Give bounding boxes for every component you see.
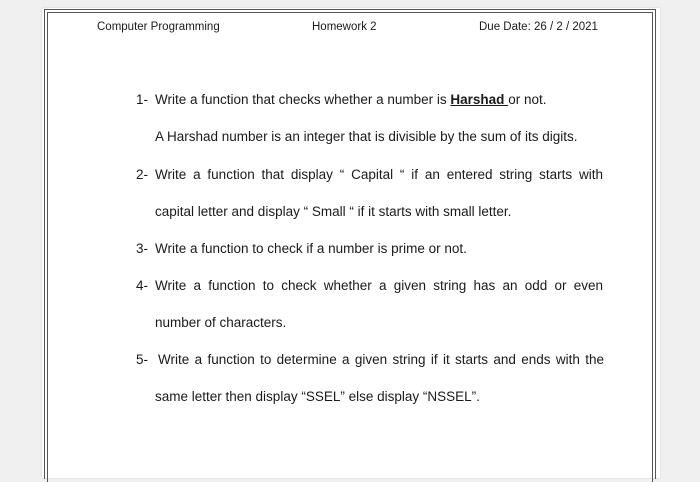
question-text: same letter then display “SSEL” else display “NSSEL”. xyxy=(155,389,480,404)
question-text: Write a function to check whether a given string has an odd or even xyxy=(155,278,603,293)
question-number: 5- xyxy=(136,352,149,367)
header-due-date: Due Date: 26 / 2 / 2021 xyxy=(479,21,598,33)
question-text: Write a function that display “ Capital “ if an entered string starts with xyxy=(155,167,603,182)
question-text: A Harshad number is an integer that is divisible by the sum of its digits. xyxy=(155,129,578,144)
question-text: capital letter and display “ Small “ if it starts with small letter. xyxy=(155,204,512,219)
question-text-part: or not. xyxy=(508,92,547,107)
question-number: 2- xyxy=(136,167,149,182)
harshad-term: Harshad xyxy=(450,92,509,107)
question-text xyxy=(155,93,546,107)
question-number: 4- xyxy=(136,278,149,293)
header-course: Computer Programming xyxy=(97,21,220,33)
question-text-part: Write a function that checks whether a number is xyxy=(155,92,451,107)
question-number: 1- xyxy=(136,92,149,107)
question-text: Write a function to determine a given string if it starts and ends with the xyxy=(158,352,604,367)
header-title: Homework 2 xyxy=(312,21,377,33)
question-number: 3- xyxy=(136,241,149,256)
question-text: number of characters. xyxy=(155,315,287,330)
question-text: Write a function to check if a number is prime or not. xyxy=(155,241,467,256)
